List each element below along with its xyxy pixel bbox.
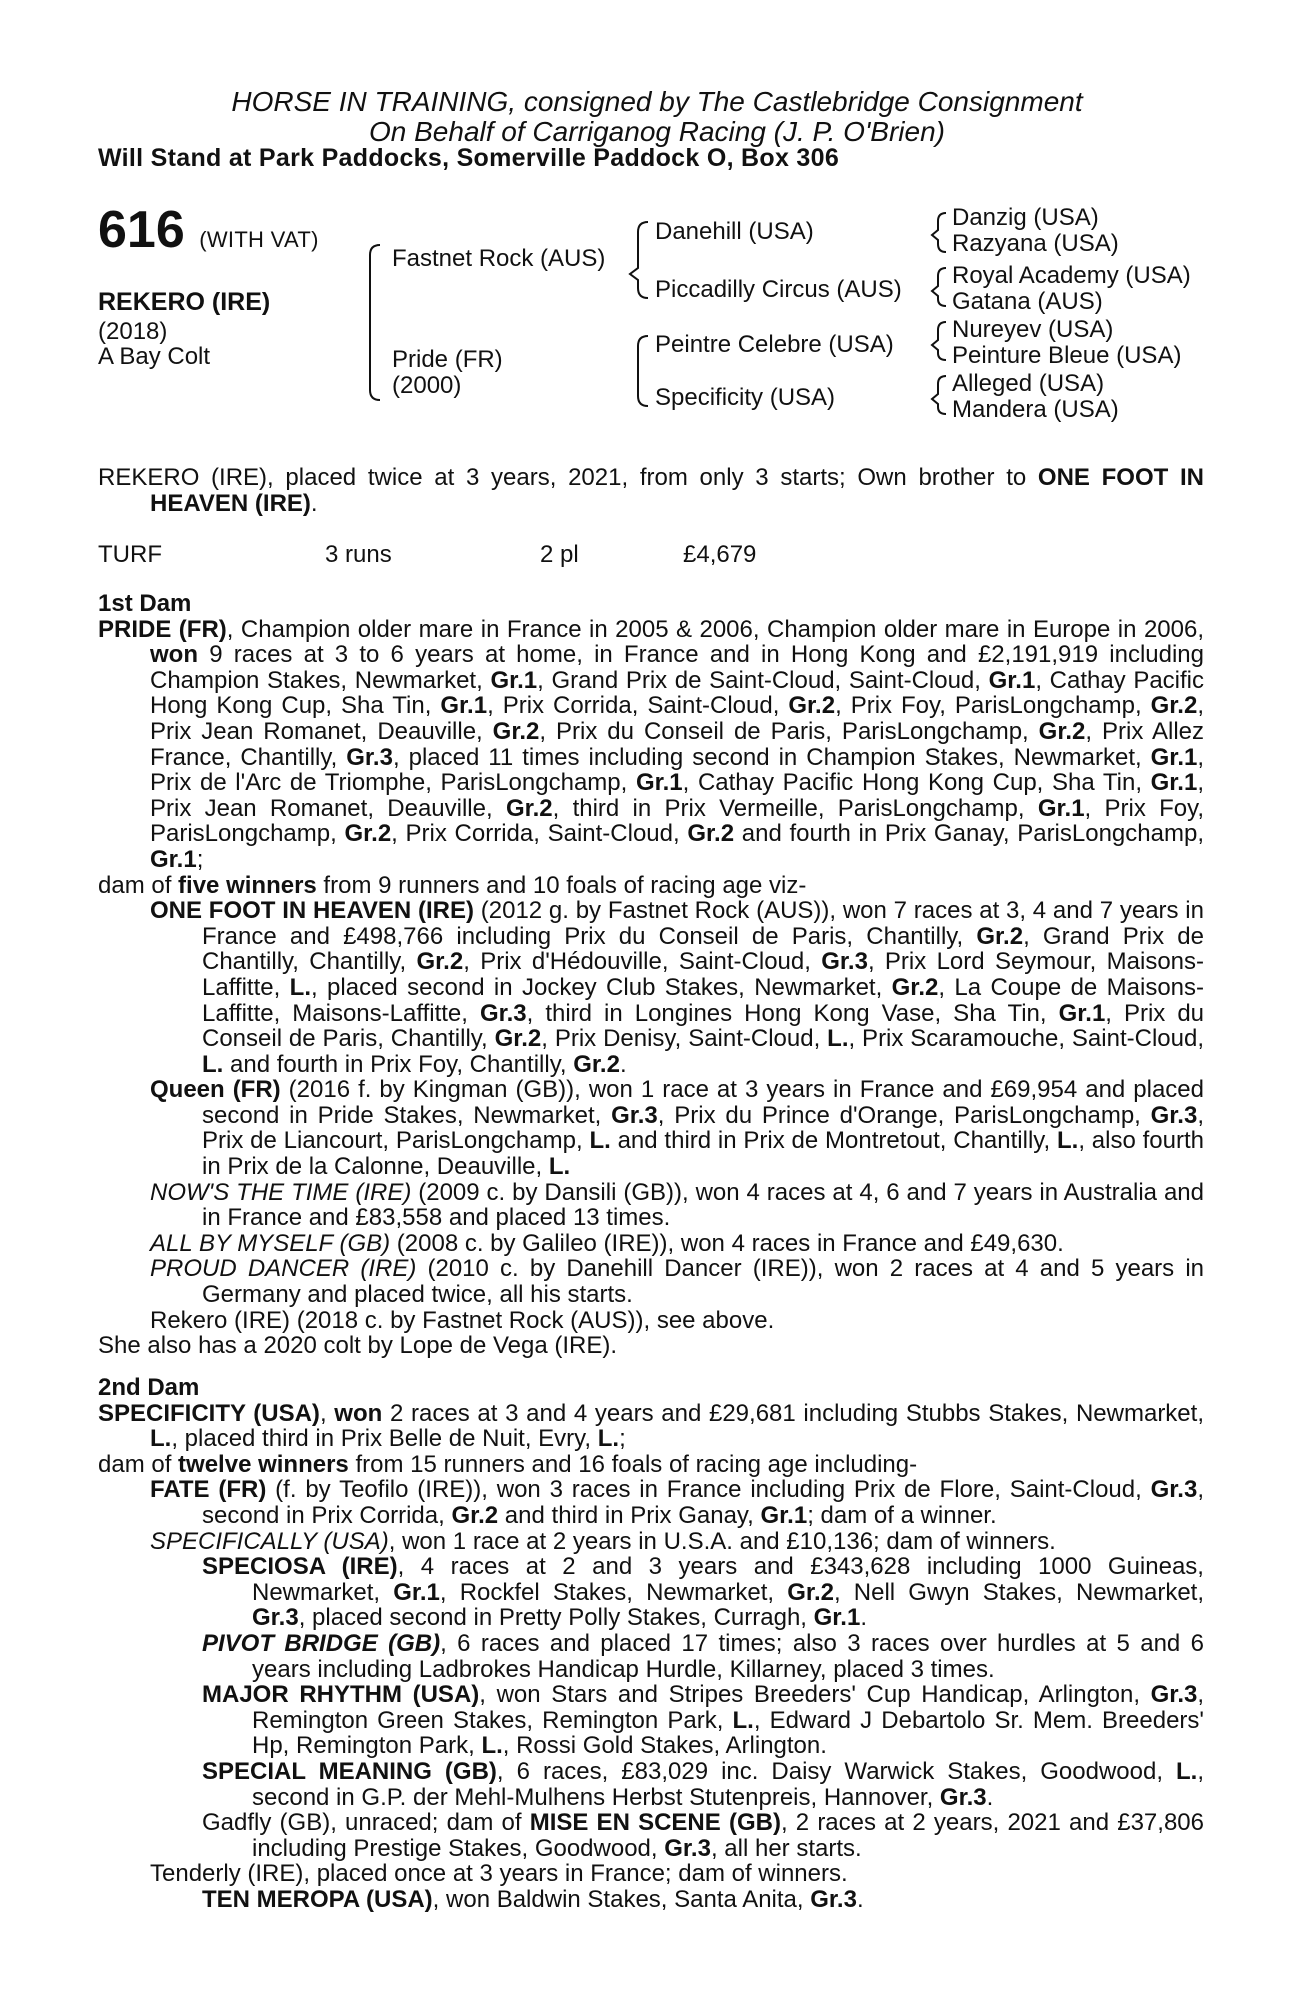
text-run: , La Coupe de Maisons-Laffitte, Maisons-Laffitte, xyxy=(202,973,1205,1027)
text-run: and fourth in Prix Foy, Chantilly, xyxy=(223,1050,574,1078)
second-dam-produce-summary xyxy=(98,1452,1204,1478)
bold-text: Gr.2 xyxy=(492,717,540,745)
text-run: (2010 c. by Danehill Dancer (IRE)), won 2 races at 4 and 5 years in Germany and placed twice, all his starts. xyxy=(202,1255,1205,1309)
text-run: dam of xyxy=(98,1450,179,1478)
on-behalf-line: On Behalf of Carriganog Racing (J. P. O'Brien) xyxy=(369,116,945,147)
text-run: , Prix Foy, ParisLongchamp, xyxy=(835,692,1151,720)
second-dam-heading: 2nd Dam xyxy=(98,1374,200,1401)
text-run: , Prix de l'Arc de Triomphe, ParisLongchamp, xyxy=(150,743,1205,797)
bold-text: Queen (FR) xyxy=(150,1076,281,1104)
dam-record xyxy=(98,617,1204,873)
first-dam-heading: 1st Dam xyxy=(98,590,192,617)
text-run: , Prix du Prince d'Orange, ParisLongchamp, xyxy=(657,1101,1151,1129)
bold-text: Gr.3 xyxy=(1150,1101,1198,1129)
text-run: from 9 runners and 10 foals of racing age viz- xyxy=(316,871,807,899)
dam-dam-sire: Alleged (USA) xyxy=(952,370,1105,397)
bold-text: L. xyxy=(481,1732,503,1760)
text-run: , Edward J Debartolo Sr. Mem. Breeders' Hp, Remington Park, xyxy=(252,1706,1205,1760)
produce-all-by-myself xyxy=(98,1231,1204,1257)
summary xyxy=(98,465,1204,516)
italic-horse-name: PROUD DANCER (IRE) xyxy=(150,1255,417,1283)
text-run: , 4 races at 2 and 3 years and £343,628 including 1000 Guineas, Newmarket, xyxy=(252,1553,1204,1606)
bold-text: Gr.3 xyxy=(810,1885,857,1913)
bold-text: Gr.3 xyxy=(664,1834,711,1862)
text-run: , second in G.P. der Mehl-Mulhens Herbst Stutenpreis, Hannover, xyxy=(252,1757,1205,1811)
horse-description: A Bay Colt xyxy=(98,343,211,370)
first-dam-section xyxy=(98,591,1204,1359)
text-run: dam of xyxy=(98,871,179,899)
text-run: 2 races at 3 and 4 years and £29,681 including Stubbs Stakes, Newmarket, xyxy=(382,1399,1204,1427)
bold-text: PRIDE (FR) xyxy=(98,615,227,643)
bold-text: Gr.2 xyxy=(788,692,836,720)
text-run: , Prix Jean Romanet, Deauville, xyxy=(150,769,1204,822)
bold-text: Gr.1 xyxy=(1150,743,1198,771)
bold-text: Gr.1 xyxy=(440,692,488,720)
bold-text: Gr.1 xyxy=(1058,999,1106,1027)
bold-text: five winners xyxy=(178,871,317,899)
text-run: , Rockfel Stakes, Newmarket, xyxy=(439,1578,788,1606)
bold-text: Gr.1 xyxy=(1037,794,1085,822)
produce-one-foot-in-heaven xyxy=(98,898,1204,1077)
sire-sire: Danehill (USA) xyxy=(655,218,814,245)
second-dam-section xyxy=(98,1375,1204,1912)
produce-pivot-bridge xyxy=(98,1631,1204,1682)
sire-sire-dam: Razyana (USA) xyxy=(952,230,1119,257)
text-run: , placed second in Pretty Polly Stakes, Curragh, xyxy=(298,1604,814,1632)
text-run: . xyxy=(619,1050,627,1078)
text-run: , Prix d'Hédouville, Saint-Cloud, xyxy=(463,948,822,976)
text-run: , placed second in Jockey Club Stakes, Newmarket, xyxy=(311,973,892,1001)
text-run: , Champion older mare in France in 2005 & 2006, Champion older mare in Europe in 2006, xyxy=(226,615,1205,643)
bold-text: Gr.3 xyxy=(821,948,868,976)
text-run: , Prix Lord Seymour, Maisons-Laffitte, xyxy=(202,948,1205,1001)
bold-text: Gr.1 xyxy=(393,1578,440,1606)
bold-text: Gr.2 xyxy=(891,973,939,1001)
text-run: . xyxy=(986,1783,994,1811)
text-run: , third in Longines Hong Kong Vase, Sha Tin, xyxy=(526,999,1059,1027)
produce-nows-the-time xyxy=(98,1180,1204,1231)
text-run: (2009 c. by Dansili (GB)), won 4 races at 4, 6 and 7 years in Australia and in France and £83,558 and placed 13 times. xyxy=(202,1178,1204,1232)
bold-text: Gr.2 xyxy=(416,948,464,976)
text-run: , Prix Scaramouche, Saint-Cloud, xyxy=(848,1025,1204,1053)
dam-sire-sire: Nureyev (USA) xyxy=(952,316,1114,343)
bold-text: ONE FOOT IN HEAVEN (IRE) xyxy=(150,897,474,925)
record-surface: TURF xyxy=(98,541,162,568)
bold-text: Gr.3 xyxy=(1150,1476,1198,1504)
foaling-year: (2018) xyxy=(98,318,168,345)
summary-paragraph: REKERO (IRE), placed twice at 3 years, 2021, from only 3 starts; Own brother to ONE FOOT IN HEAVEN (IRE). xyxy=(98,464,1204,517)
bold-text: Gr.2 xyxy=(976,922,1024,950)
text-run: , placed third in Prix Belle de Nuit, Evry, xyxy=(171,1425,598,1453)
produce-tenderly xyxy=(98,1861,1204,1887)
dam-produce-summary xyxy=(98,873,1204,899)
record-placed: 2 pl xyxy=(540,541,579,568)
text-run: . xyxy=(856,1885,864,1913)
bold-text: Gr.2 xyxy=(573,1050,620,1078)
text-run: (2016 f. by Kingman (GB)), won 1 race at 3 years in France and £69,954 and placed second in Pride Stakes, Newmarket, xyxy=(202,1076,1205,1129)
bold-text: Gr.2 xyxy=(1038,717,1086,745)
text-run: Rekero (IRE) (2018 c. by Fastnet Rock (AUS)), see above. xyxy=(150,1306,775,1334)
bold-text: FATE (FR) xyxy=(150,1476,267,1504)
consignor-line: HORSE IN TRAINING, consigned by The Castlebridge Consignment xyxy=(231,86,1083,117)
bold-text: SPECIFICITY (USA) xyxy=(98,1399,320,1427)
sire-sire-sire: Danzig (USA) xyxy=(952,204,1099,231)
bold-text: Gr.2 xyxy=(451,1501,499,1529)
bold-text: Gr.3 xyxy=(479,999,527,1027)
dam: Pride (FR) xyxy=(392,346,503,373)
bold-text: Gr.1 xyxy=(988,666,1036,694)
text-run: , Prix Corrida, Saint-Cloud, xyxy=(487,692,789,720)
bold-text: L. xyxy=(289,973,311,1001)
sire: Fastnet Rock (AUS) xyxy=(392,245,606,272)
bold-text: Gr.2 xyxy=(787,1578,834,1606)
sire-dam-sire: Royal Academy (USA) xyxy=(952,262,1191,289)
text-run: , Prix de Liancourt, ParisLongchamp, xyxy=(202,1101,1204,1155)
bold-text: won xyxy=(334,1399,383,1427)
text-run: ; xyxy=(619,1425,626,1453)
produce-fate xyxy=(98,1477,1204,1528)
text-run: , Grand Prix de Chantilly, Chantilly, xyxy=(202,922,1205,976)
dam-dam: Specificity (USA) xyxy=(655,384,836,411)
dam-foal-note xyxy=(98,1333,1204,1359)
dam-sire: Peintre Celebre (USA) xyxy=(655,331,894,358)
text-run: , Grand Prix de Saint-Cloud, Saint-Cloud, xyxy=(537,666,989,694)
produce-speciosa xyxy=(98,1554,1204,1631)
text-run: , 6 races, £83,029 inc. Daisy Warwick Stakes, Goodwood, xyxy=(496,1757,1177,1785)
text-run: She also has a 2020 colt by Lope de Vega (IRE). xyxy=(98,1332,618,1360)
record-runs: 3 runs xyxy=(325,541,392,568)
bold-text: Gr.2 xyxy=(1150,692,1198,720)
text-run: , placed 11 times including second in Champion Stakes, Newmarket, xyxy=(392,743,1151,771)
bold-text: MAJOR RHYTHM (USA) xyxy=(202,1681,480,1709)
bold-text: Gr.2 xyxy=(344,820,392,848)
text-run: , won Baldwin Stakes, Santa Anita, xyxy=(432,1885,811,1913)
text-run: , Prix Jean Romanet, Deauville, xyxy=(150,692,1204,745)
bold-text: Gr.3 xyxy=(1150,1681,1198,1709)
bold-text: Gr.2 xyxy=(505,794,553,822)
produce-ten-meropa xyxy=(98,1887,1204,1913)
bold-text: Gr.3 xyxy=(611,1101,658,1129)
bold-text: MISE EN SCENE (GB) xyxy=(529,1809,781,1837)
text-run: , 2 races at 2 years, 2021 and £37,806 including Prestige Stakes, Goodwood, xyxy=(252,1809,1204,1862)
produce-special-meaning xyxy=(98,1759,1204,1810)
dam-sire-dam: Peinture Bleue (USA) xyxy=(952,342,1182,369)
record-earnings: £4,679 xyxy=(683,541,757,568)
bold-text: TEN MEROPA (USA) xyxy=(202,1885,433,1913)
text-run: , Prix Corrida, Saint-Cloud, xyxy=(391,820,688,848)
produce-major-rhythm xyxy=(98,1682,1204,1759)
full-brother-name: ONE FOOT IN HEAVEN (IRE) xyxy=(150,464,1204,517)
bold-text: Gr.1 xyxy=(1150,769,1198,797)
bold-text: Gr.3 xyxy=(346,743,393,771)
bold-text: Gr.1 xyxy=(813,1604,861,1632)
bold-text: L. xyxy=(597,1425,620,1453)
text-run: , won 1 race at 2 years in U.S.A. and £10,136; dam of winners. xyxy=(388,1527,1056,1555)
bold-text: Gr.3 xyxy=(939,1783,987,1811)
text-run: Tenderly (IRE), placed once at 3 years in France; dam of winners. xyxy=(150,1860,848,1888)
text-run: , Cathay Pacific Hong Kong Cup, Sha Tin, xyxy=(150,666,1205,720)
bold-text: twelve winners xyxy=(178,1450,349,1478)
text-run: , Prix du Conseil de Paris, ParisLongchamp, xyxy=(539,717,1039,745)
bold-text: L. xyxy=(548,1153,571,1181)
text-run: and third in Prix de Montretout, Chantilly, xyxy=(610,1127,1057,1155)
text-run: (f. by Teofilo (IRE)), won 3 races in France including Prix de Flore, Saint-Cloud, xyxy=(266,1476,1151,1504)
bold-text: SPECIAL MEANING (GB) xyxy=(202,1757,497,1785)
text-run: , won Stars and Stripes Breeders' Cup Handicap, Arlington, xyxy=(479,1681,1151,1709)
text-run: , Nell Gwyn Stakes, Newmarket, xyxy=(833,1578,1204,1606)
bold-text: Gr.1 xyxy=(150,845,197,873)
produce-rekero xyxy=(98,1308,1204,1334)
text-run: (2008 c. by Galileo (IRE)), won 4 races in France and £49,630. xyxy=(390,1229,1064,1257)
bold-text: L. xyxy=(150,1425,172,1453)
sire-dam-dam: Gatana (AUS) xyxy=(952,288,1103,315)
bold-text: L. xyxy=(589,1127,611,1155)
text-run: , xyxy=(319,1399,335,1427)
bold-text: Gr.3 xyxy=(252,1604,299,1632)
text-run: , Prix Denisy, Saint-Cloud, xyxy=(541,1025,828,1053)
text-run: Gadfly (GB), unraced; dam of xyxy=(202,1809,530,1837)
stand-location: Will Stand at Park Paddocks, Somerville Paddock O, Box 306 xyxy=(98,144,840,172)
text-run: , Rossi Gold Stakes, Arlington. xyxy=(502,1732,827,1760)
text-run: , second in Prix Corrida, xyxy=(202,1476,1204,1529)
sire-dam: Piccadilly Circus (AUS) xyxy=(655,276,902,303)
bold-text: SPECIOSA (IRE) xyxy=(202,1553,398,1581)
second-dam-record xyxy=(98,1401,1204,1452)
text-run: from 15 runners and 16 foals of racing age including- xyxy=(348,1450,918,1478)
text-run: , third in Prix Vermeille, ParisLongchamp, xyxy=(552,794,1038,822)
text-run: , Cathay Pacific Hong Kong Cup, Sha Tin, xyxy=(682,769,1151,797)
bold-text: L. xyxy=(202,1050,224,1078)
bold-italic-horse-name: PIVOT BRIDGE (GB) xyxy=(202,1629,441,1657)
bold-text: Gr.1 xyxy=(760,1501,808,1529)
vat-note: (WITH VAT) xyxy=(199,227,319,252)
bold-text: Gr.1 xyxy=(635,769,683,797)
text-run: 9 races at 3 to 6 years at home, in France and in Hong Kong and £2,191,919 including Champion Stakes, Newmarket, xyxy=(150,641,1204,694)
bold-text: L. xyxy=(827,1025,849,1053)
bold-text: Gr.2 xyxy=(494,1025,542,1053)
bold-text: L. xyxy=(1056,1127,1079,1155)
text-run: , Remington Green Stakes, Remington Park, xyxy=(252,1681,1205,1734)
bold-text: won xyxy=(150,641,198,669)
italic-horse-name: NOW'S THE TIME (IRE) xyxy=(150,1178,412,1206)
produce-specifically xyxy=(98,1529,1204,1555)
dam-year: (2000) xyxy=(392,372,462,399)
bold-text: L. xyxy=(1176,1757,1198,1785)
produce-proud-dancer xyxy=(98,1256,1204,1307)
lot-number: 616 (WITH VAT) xyxy=(98,201,319,259)
text-run: (2012 g. by Fastnet Rock (AUS)), won 7 races at 3, 4 and 7 years in France and £498,766 including Prix du Conseil de Paris, Chantilly, xyxy=(202,897,1204,950)
dam-dam-dam: Mandera (USA) xyxy=(952,396,1119,423)
text-run: , 6 races and placed 17 times; also 3 races over hurdles at 5 and 6 years including Ladbrokes Handicap Hurdle, Killarney, placed 3 times. xyxy=(252,1629,1204,1683)
bold-text: L. xyxy=(732,1706,754,1734)
italic-horse-name: ALL BY MYSELF (GB) xyxy=(150,1229,391,1257)
horse-name: REKERO (IRE) xyxy=(98,288,271,316)
text-run: , all her starts. xyxy=(710,1834,862,1862)
produce-gadfly xyxy=(98,1810,1204,1861)
text-run: . xyxy=(860,1604,867,1632)
bold-text: Gr.2 xyxy=(687,820,735,848)
text-run: and fourth in Prix Ganay, ParisLongchamp, xyxy=(734,820,1204,848)
text-run: , also fourth in Prix de la Calonne, Deauville, xyxy=(202,1127,1204,1181)
produce-queen xyxy=(98,1077,1204,1179)
italic-horse-name: SPECIFICALLY (USA) xyxy=(150,1527,389,1555)
text-run: ; xyxy=(196,845,204,873)
text-run: , Prix du Conseil de Paris, Chantilly, xyxy=(202,999,1205,1053)
bold-text: Gr.1 xyxy=(490,666,538,694)
text-run: and third in Prix Ganay, xyxy=(498,1501,761,1529)
text-run: ; dam of a winner. xyxy=(807,1501,997,1529)
text-run: , Prix Foy, ParisLongchamp, xyxy=(150,794,1205,848)
text-run: , Prix Allez France, Chantilly, xyxy=(150,717,1204,771)
